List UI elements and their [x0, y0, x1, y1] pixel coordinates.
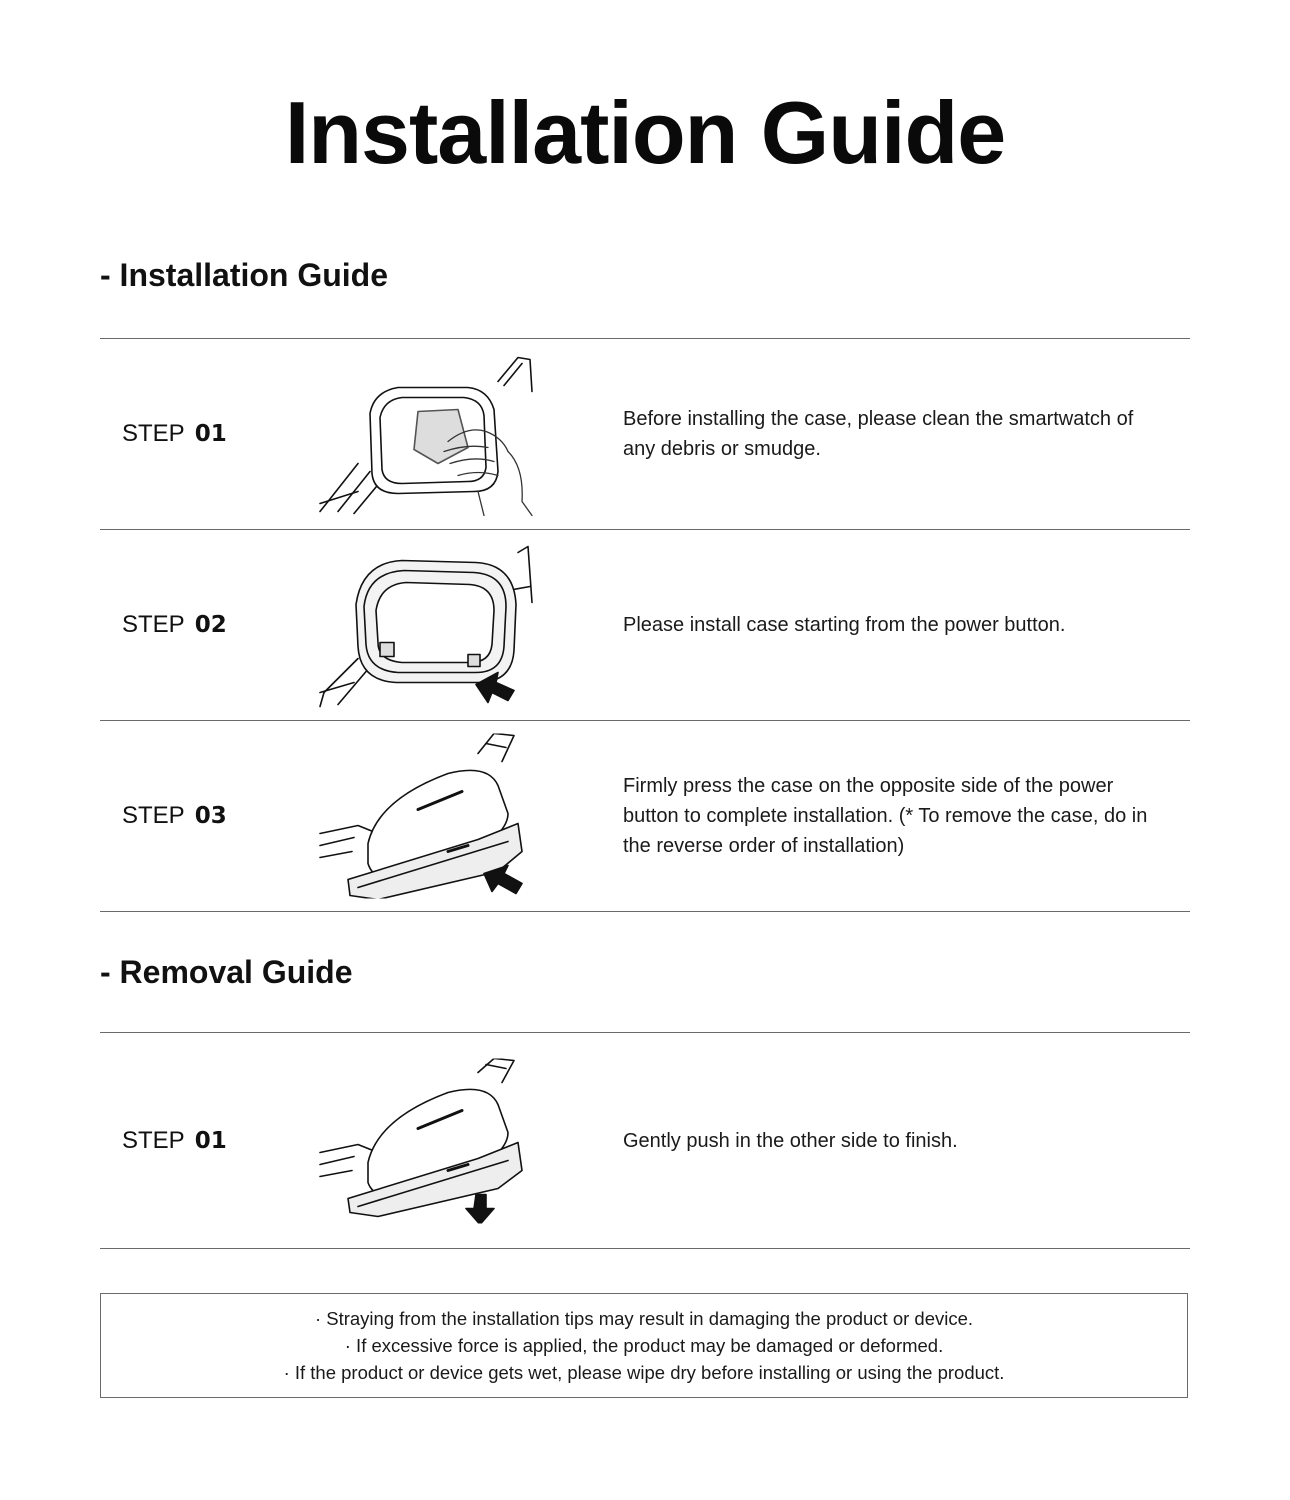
step-word: STEP [122, 611, 185, 638]
watch-case-power-button-illustration [318, 543, 533, 708]
page-title: Installation Guide [284, 83, 1006, 182]
step-number: 02 [194, 612, 227, 638]
notice-line: · Straying from the installation tips may result in damaging the product or device. [314, 1308, 974, 1329]
notice-box [100, 1293, 1188, 1398]
step-number: 01 [194, 1127, 227, 1154]
step-label [122, 1126, 227, 1156]
removal-step-01 [100, 1033, 1190, 1248]
step-description: Gently push in the other side to finish. [623, 1129, 958, 1152]
notice-line: · If excessive force is applied, the product may be damaged or deformed. [344, 1335, 944, 1356]
watch-case-removal-illustration [318, 1058, 533, 1223]
notice-line: · If the product or device gets wet, please wipe dry before installing or using the product. [283, 1362, 1005, 1383]
step-description: Please install case starting from the power button. [623, 614, 1066, 636]
step-label [122, 419, 227, 449]
divider [100, 911, 1190, 912]
step-label [122, 610, 227, 640]
removal-section-heading: - Removal Guide [100, 954, 353, 990]
step-description: Before installing the case, please clean the smartwatch of any debris or smudge. [623, 408, 1134, 460]
watch-cleaning-illustration [318, 352, 533, 517]
step-label [122, 801, 227, 831]
installation-step-03 [100, 721, 1190, 911]
step-description: Firmly press the case on the opposite side of the power button to complete installation. (* To remove the case, do in the reverse order of installation) [623, 775, 1148, 857]
step-number: 03 [194, 803, 227, 829]
step-number: 01 [194, 421, 227, 447]
installation-step-01 [100, 339, 1190, 529]
step-word: STEP [122, 420, 185, 447]
watch-case-press-illustration [318, 734, 533, 899]
step-word: STEP [122, 1126, 185, 1154]
step-word: STEP [122, 802, 185, 829]
installation-step-02 [100, 530, 1190, 720]
installation-section-heading: - Installation Guide [100, 257, 389, 293]
divider [100, 1248, 1190, 1249]
